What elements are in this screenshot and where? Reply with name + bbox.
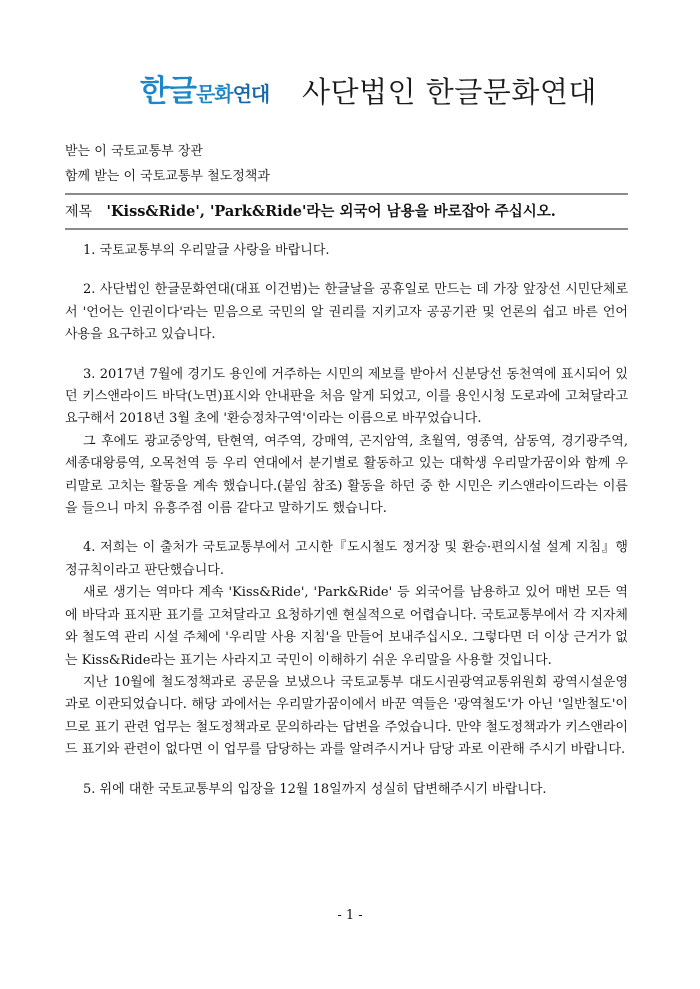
paragraph-4: 4. 저희는 이 출처가 국토교통부에서 고시한『도시철도 정거장 및 환승·편의시설 설계 지침』행정규칙이라고 판단했습니다. <box>65 540 628 578</box>
logo-part-yeondae: 연대 <box>232 82 270 106</box>
letter-body <box>65 240 628 801</box>
paragraph-5: 5. 위에 대한 국토교통부의 입장을 12월 18일까지 성실히 답변해주시기 바랍니다. <box>83 781 547 797</box>
paragraph-4-continued: 새로 생기는 역마다 계속 'Kiss&Ride', 'Park&Ride' 등 외국어를 남용하고 있어 매번 모든 역에 바닥과 표지판 표기를 고쳐달라고 요청하기엔 현실적으로 어렵습니다. 국토교통부에서 각 지자체와 철도역 관리 시설 주체에 '우리말 사용 지침'을 만들어 보내주십시오. 그렇다면 더 이상 근거가 없는 Kiss&Ride라는 표기는 사라지고 국민이 이해하기 쉬운 우리말을 사용할 것입니다. <box>65 585 628 668</box>
logo-part-munhwa: 문화 <box>195 82 233 106</box>
subject-label: 제목 <box>65 204 93 220</box>
subject-text: 'Kiss&Ride', 'Park&Ride'라는 외국어 남용을 바로잡아 주십시오. <box>106 203 556 220</box>
page-number: - 1 - <box>337 908 363 923</box>
paragraph-3-continued: 그 후에도 광교중앙역, 탄현역, 여주역, 강매역, 곤지암역, 초월역, 영종역, 삼동역, 경기광주역, 세종대왕릉역, 오목천역 등 우리 연대에서 분기별로 활동하고 있는 대학생 우리말가꿈이와 함께 우리말로 고치는 활동을 계속 했습니다.(붙임 참조) 활동을 하던 중 한 시민은 키스앤라이드라는 이름을 들으니 마치 유흥주점 이름 같다고 말하기도 했습니다. <box>65 433 628 517</box>
subject-line <box>65 200 628 221</box>
org-logo <box>140 66 269 110</box>
subject-bottom-rule <box>65 228 628 230</box>
letterhead <box>140 60 600 116</box>
paragraph-2: 2. 사단법인 한글문화연대(대표 이건범)는 한글날을 공휴일로 만드는 데 가장 앞장선 시민단체로서 '언어는 인권이다'라는 믿음으로 국민의 알 권리를 지키고자 공공기관 및 언론의 쉽고 바른 언어 사용을 요구하고 있습니다. <box>65 282 628 343</box>
logo-part-hangul: 한글 <box>140 74 196 109</box>
org-name: 사단법인 한글문화연대 <box>302 75 597 109</box>
recipient-line: 받는 이 국토교통부 장관 <box>65 144 203 159</box>
paragraph-4-final: 지난 10월에 철도정책과로 공문을 보냈으나 국토교통부 대도시권광역교통위원회 광역시설운영과로 이관되었습니다. 해당 과에서는 우리말가꿈이에서 바꾼 역들은 '광역철도'가 아닌 '일반철도'이므로 표기 관련 업무는 철도정책과로 문의하라는 답변을 주었습니다. 만약 철도정책과가 키스앤라이드 표기와 관련이 없다면 이 업무를 담당하는 과를 알려주시거나 담당 과로 이관해 주시기 바랍니다. <box>65 674 628 758</box>
subject-top-rule <box>65 193 628 195</box>
paragraph-1: 1. 국토교통부의 우리말글 사랑을 바랍니다. <box>83 243 330 258</box>
cc-line: 함께 받는 이 국토교통부 철도정책과 <box>65 169 270 184</box>
paragraph-3: 3. 2017년 7월에 경기도 용인에 거주하는 시민의 제보를 받아서 신분당선 동천역에 표시되어 있던 키스앤라이드 바닥(노면)표시와 안내판을 처음 알게 되었고, 이를 용인시청 도로과에 고쳐달라고 요구해서 2018년 3월 초에 '환승정차구역'이라는 이름으로 바꾸었습니다. <box>65 366 628 427</box>
